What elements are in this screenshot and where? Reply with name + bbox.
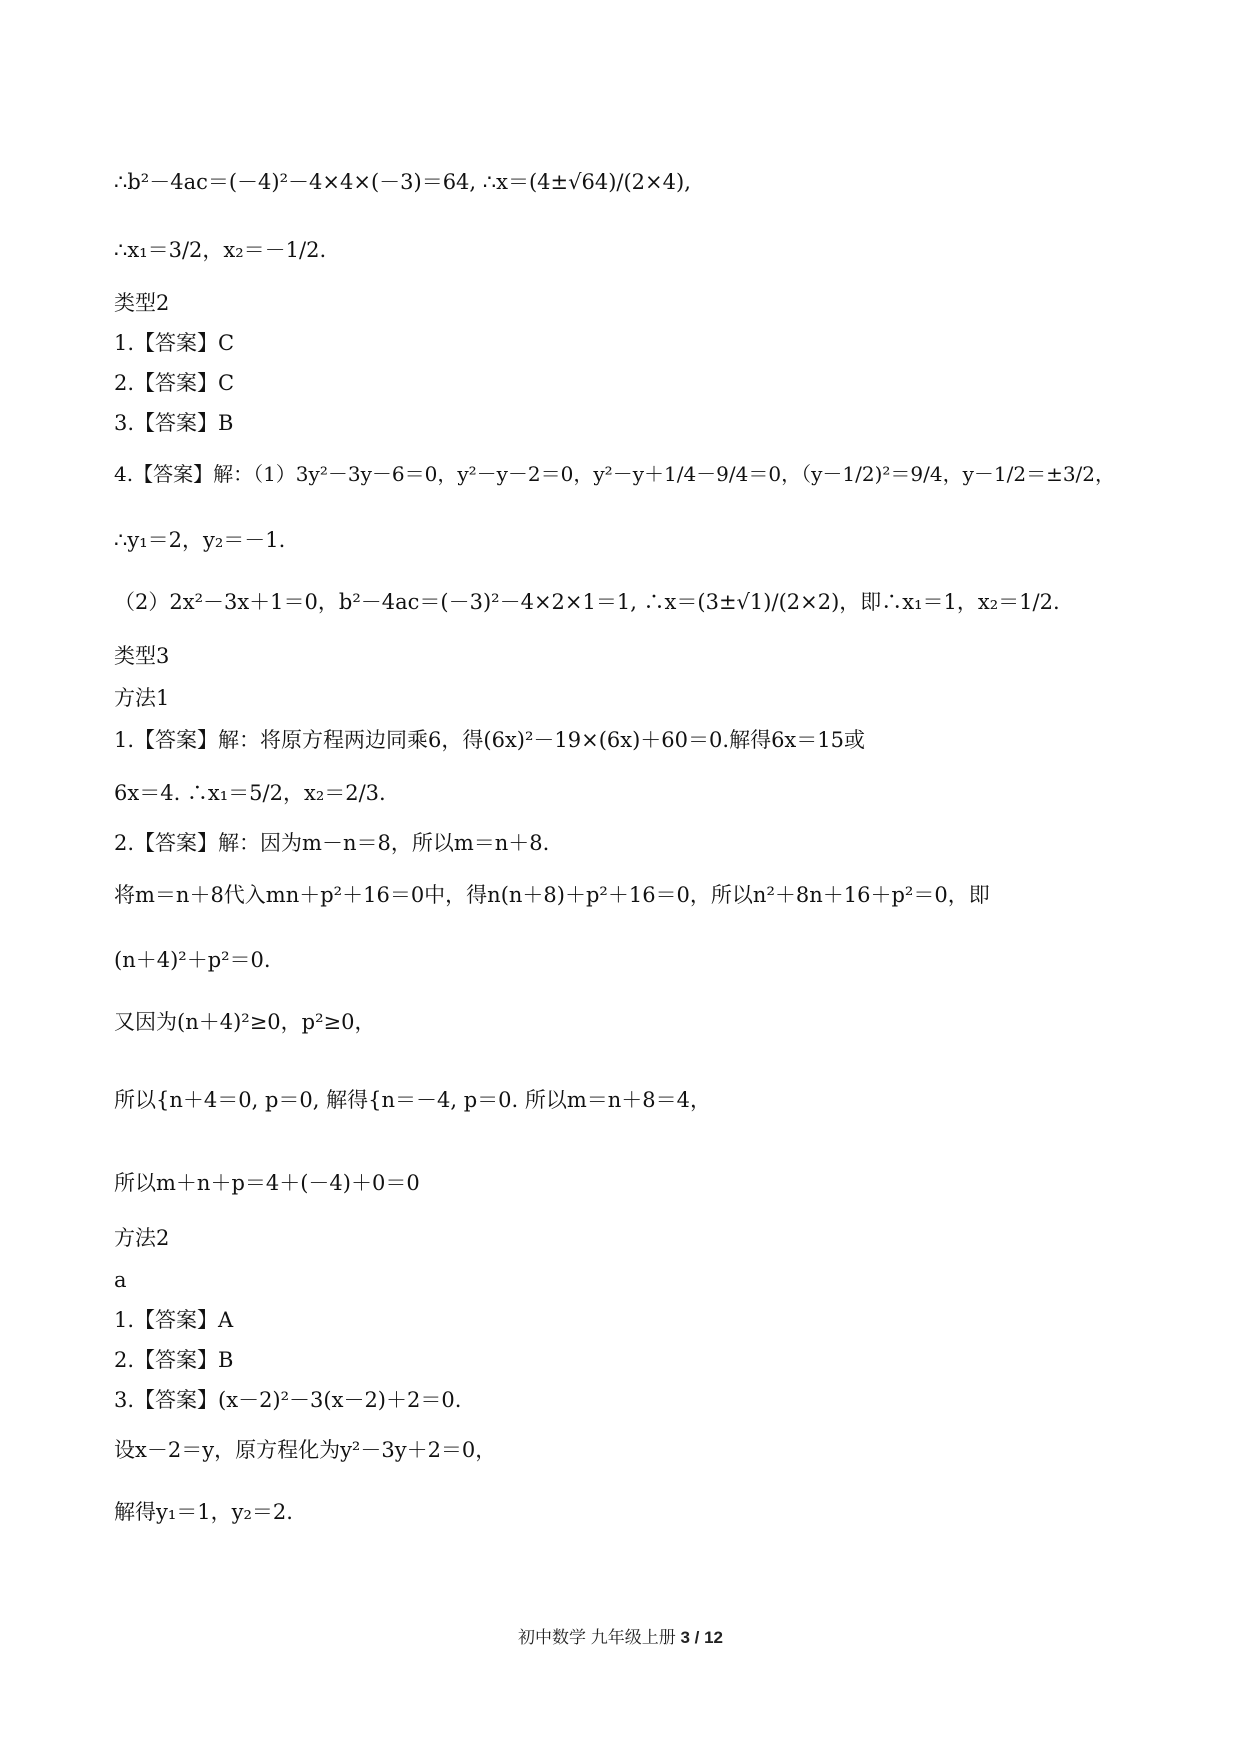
answer-line: 4.【答案】解：（1）3y²－3y－6＝0，y²－y－2＝0，y²－y＋1/4－9/4＝0，（y－1/2)²＝9/4，y－1/2＝±3/2，: [114, 462, 1116, 486]
answer-line: 2.【答案】解：因为m－n＝8，所以m＝n＋8.: [114, 831, 550, 855]
solution-line: ∴x₁＝3/2，x₂＝－1/2.: [114, 238, 327, 262]
solution-line: 设x－2＝y，原方程化为y²－3y＋2＝0，: [114, 1438, 497, 1462]
answer-line: 3.【答案】(x－2)²－3(x－2)＋2＝0.: [114, 1388, 462, 1412]
answer-line: 1.【答案】解：将原方程两边同乘6，得(6x)²－19×(6x)＋60＝0.解得6x＝15或: [114, 728, 865, 752]
solution-line: 解得y₁＝1，y₂＝2.: [114, 1500, 293, 1524]
answer-line: 2.【答案】C: [114, 371, 235, 395]
solution-line: 6x＝4. ∴x₁＝5/2，x₂＝2/3.: [114, 781, 386, 805]
solution-line: （2）2x²－3x＋1＝0，b²－4ac＝(－3)²－4×2×1＝1, ∴x＝(3±√1)/(2×2)，即∴x₁＝1，x₂＝1/2.: [114, 590, 1060, 614]
answer-line: 1.【答案】C: [114, 331, 235, 355]
solution-line: 所以{n＋4＝0, p＝0, 解得{n＝－4, p＝0. 所以m＝n＋8＝4，: [114, 1088, 712, 1112]
section-heading: 类型3: [114, 644, 170, 668]
solution-line: (n＋4)²＋p²＝0.: [114, 948, 271, 972]
page-footer: [0, 1623, 1241, 1648]
section-heading: 类型2: [114, 291, 170, 315]
solution-line: 所以m＋n＋p＝4＋(－4)＋0＝0: [114, 1171, 420, 1195]
solution-line: ∴y₁＝2，y₂＝－1.: [114, 528, 286, 552]
section-label: a: [114, 1268, 127, 1292]
solution-line: 将m＝n＋8代入mn＋p²＋16＝0中，得n(n＋8)＋p²＋16＝0，所以n²＋8n＋16＋p²＝0，即: [114, 883, 990, 907]
answer-line: 1.【答案】A: [114, 1308, 234, 1332]
method-heading: 方法1: [114, 686, 170, 710]
solution-line: 又因为(n＋4)²≥0，p²≥0，: [114, 1010, 376, 1034]
page-number: 3 / 12: [680, 1628, 723, 1647]
answer-line: 3.【答案】B: [114, 411, 234, 435]
solution-line: ∴b²－4ac＝(－4)²－4×4×(－3)＝64, ∴x＝(4±√64)/(2×4),: [114, 170, 691, 194]
footer-subject: 初中数学 九年级上册: [517, 1628, 676, 1647]
method-heading: 方法2: [114, 1226, 170, 1250]
answer-line: 2.【答案】B: [114, 1348, 234, 1372]
